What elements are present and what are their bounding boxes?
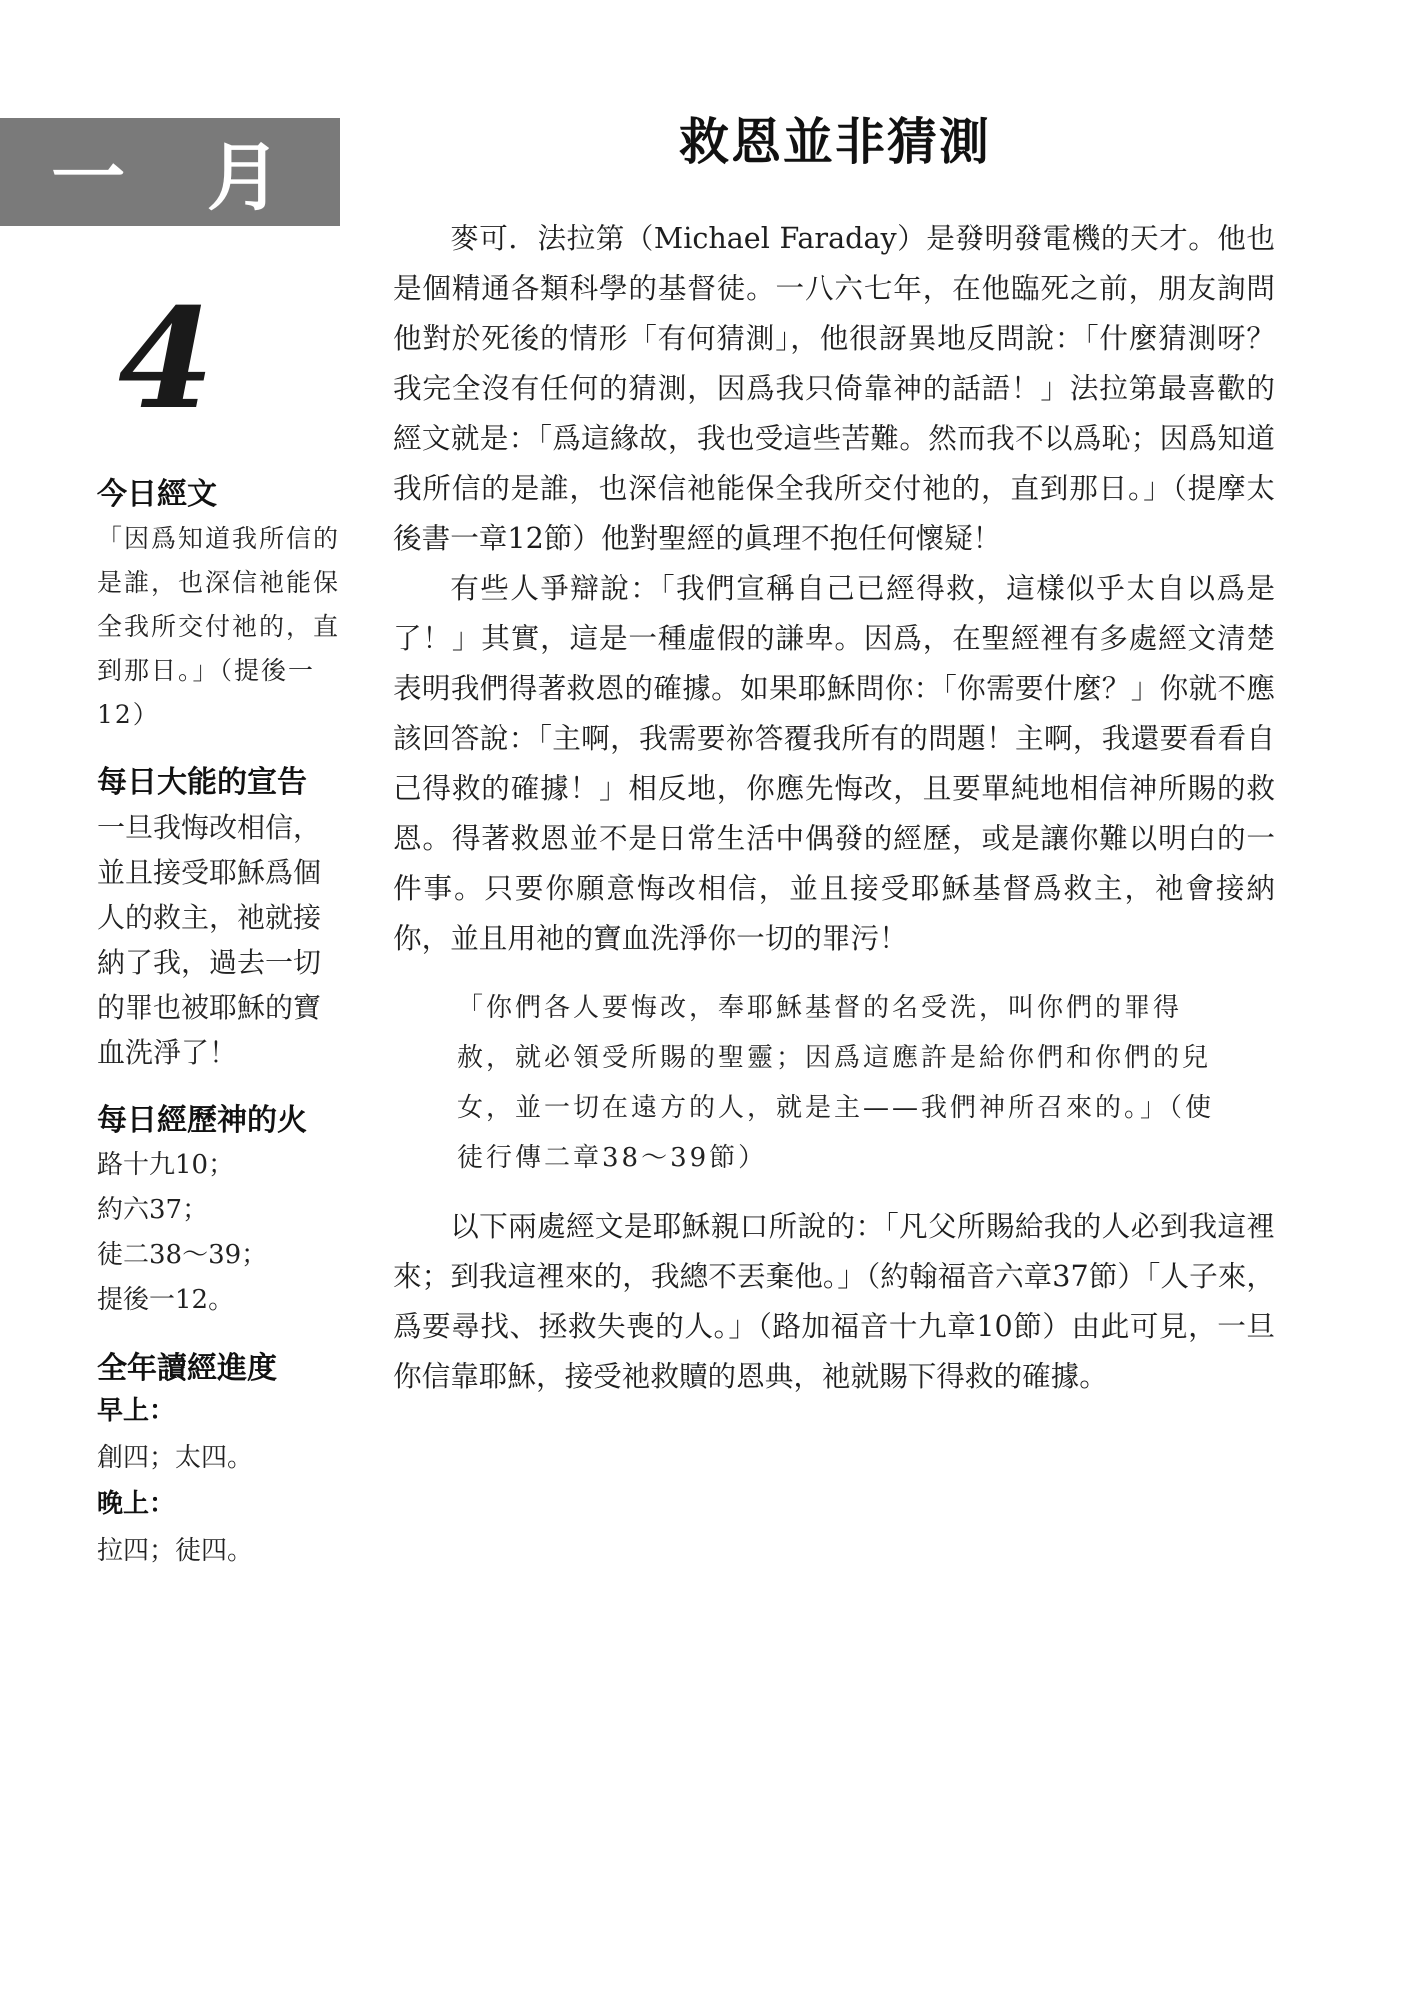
declaration-text: 一旦我悔改相信，並且接受耶穌爲個人的救主，祂就接納了我，過去一切的罪也被耶穌的寶血洗淨了！ [97, 811, 322, 1069]
morning-label: 早上： [97, 1396, 176, 1426]
scripture-quote: 「你們各人要悔改，奉耶穌基督的名受洗，叫你們的罪得赦，就必領受所賜的聖靈；因爲這應許是給你們和你們的兒女，並一切在遠方的人，就是主——我們神所召來的。」（使徒行傳二章38～39節） [457, 993, 1215, 1173]
month-label: 一 月 [51, 135, 309, 221]
month-banner [0, 118, 340, 226]
evening-reading: 拉四；徒四。 [97, 1536, 254, 1566]
list-item: 提後一12。 [97, 1285, 235, 1315]
list-item: 約六37； [97, 1195, 209, 1225]
body-paragraph-2: 有些人爭辯說：「我們宣稱自己已經得救，這樣似乎太自以爲是了！」其實，這是一種虛假的謙卑。因爲，在聖經裡有多處經文清楚表明我們得著救恩的確據。如果耶穌問你：「你需要什麼？」你就不應該回答說：「主啊，我需要祢答覆我所有的問題！主啊，我還要看看自己得救的確據！」相反地，你應先悔改，且要單純地相信神所賜的救恩。得著救恩並不是日常生活中偶發的經歷，或是讓你難以明白的一件事。只要你願意悔改相信，並且接受耶穌基督爲救主，祂會接納你，並且用祂的寶血洗淨你一切的罪污！ [393, 571, 1275, 955]
sidebar [97, 475, 347, 1601]
fire-list [97, 1143, 347, 1323]
list-item: 徒二38～39； [97, 1240, 268, 1270]
scripture-text: 「因爲知道我所信的是誰，也深信祂能保全我所交付祂的，直到那日。」（提後一12） [97, 524, 341, 729]
day-number: 4 [118, 277, 215, 440]
scripture-heading: 今日經文 [97, 477, 217, 512]
declaration-section [97, 763, 347, 1075]
reading-section [97, 1349, 347, 1575]
evening-label: 晚上： [97, 1489, 176, 1519]
fire-section [97, 1101, 347, 1323]
declaration-heading: 每日大能的宣告 [97, 765, 307, 800]
morning-reading: 創四；太四。 [97, 1443, 254, 1473]
list-item: 路十九10； [97, 1150, 235, 1180]
fire-heading: 每日經歷神的火 [97, 1103, 307, 1138]
body-paragraph-1: 麥可．法拉第（Michael Faraday）是發明發電機的天才。他也是個精通各類科學的基督徒。一八六七年，在他臨死之前，朋友詢問他對於死後的情形「有何猜測」，他很訝異地反問說：「什麼猜測呀？我完全沒有任何的猜測，因爲我只倚靠神的話語！」法拉第最喜歡的經文就是：「爲這緣故，我也受這些苦難。然而我不以爲恥；因爲知道我所信的是誰，也深信祂能保全我所交付祂的，直到那日。」（提摩太後書一章12節）他對聖經的眞理不抱任何懷疑！ [393, 221, 1275, 555]
page-title: 救恩並非猜測 [679, 112, 991, 171]
reading-heading: 全年讀經進度 [97, 1351, 277, 1386]
main-content [393, 213, 1275, 1401]
body-paragraph-3: 以下兩處經文是耶穌親口所說的：「凡父所賜給我的人必到我這裡來；到我這裡來的，我總不丟棄他。」（約翰福音六章37節）「人子來，爲要尋找、拯救失喪的人。」（路加福音十九章10節）由此可見，一旦你信靠耶穌，接受祂救贖的恩典，祂就賜下得救的確據。 [393, 1209, 1275, 1393]
scripture-section [97, 475, 347, 737]
